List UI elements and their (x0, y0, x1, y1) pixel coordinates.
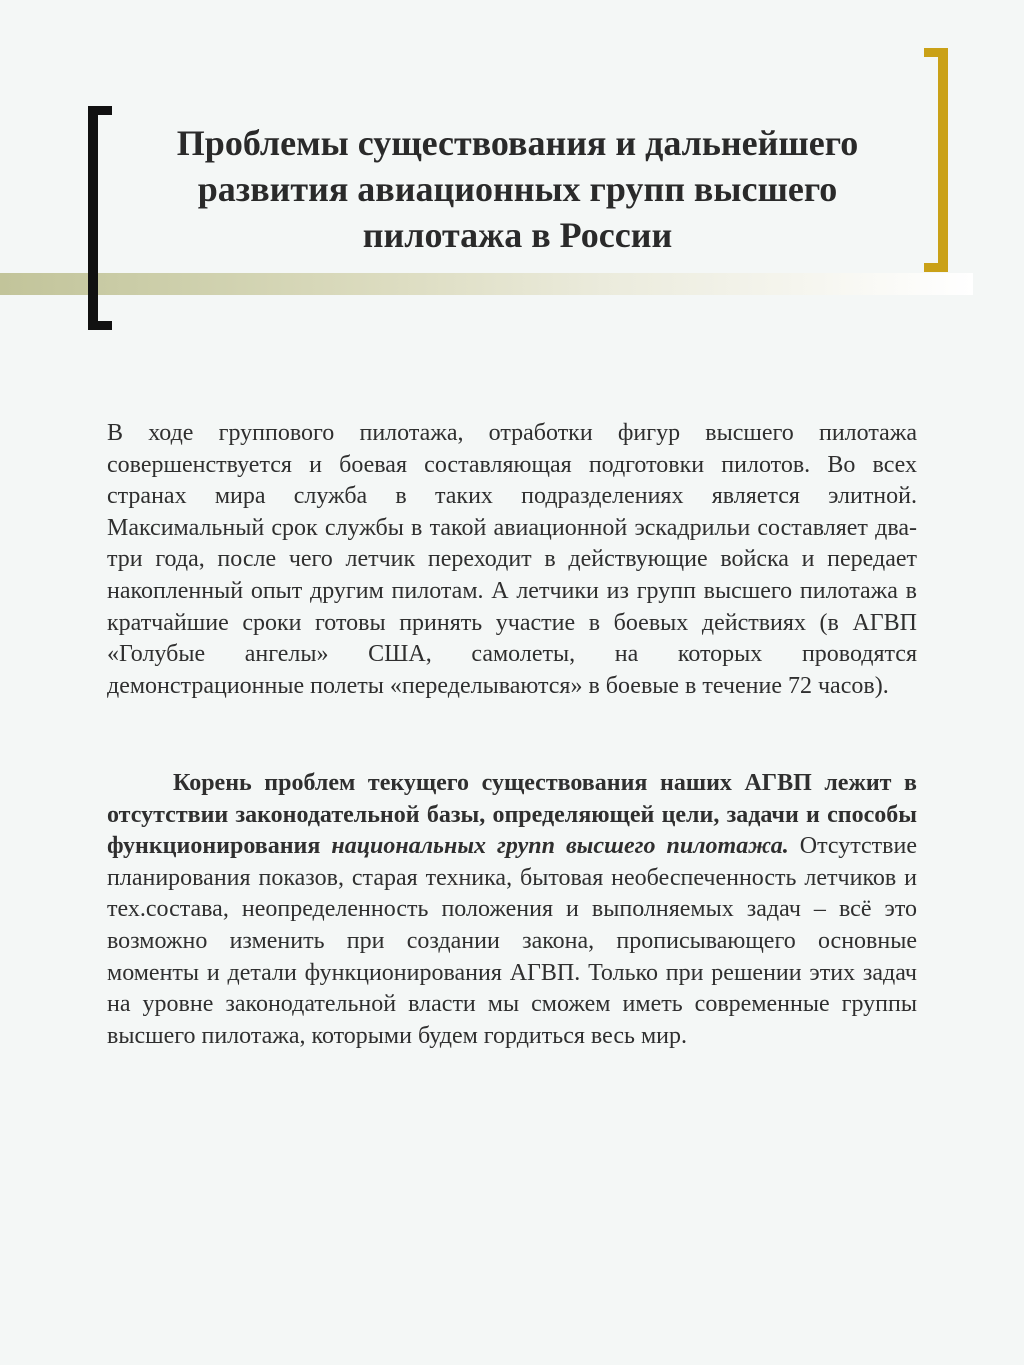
right-bracket-bottom-arm (924, 263, 948, 272)
decorative-gradient-band (0, 273, 973, 295)
paragraph-2-regular-text: Отсутствие планирования показов, старая техника, бытовая необеспеченность летчиков и тех.состава, неопределенность положения и выполняемых задач – всё это возможно изменить при создании закона, прописывающего основные моменты и детали функционирования АГВП. Только при решении этих задач на уровне законодательной власти мы сможем иметь современные группы высшего пилотажа, которыми будем гордиться весь мир. (107, 833, 917, 1049)
right-bracket-vertical (938, 48, 948, 272)
body-paragraph-2 (107, 768, 917, 1052)
body-paragraph-1: В ходе группового пилотажа, отработки фигур высшего пилотажа совершенствуется и боевая составляющая подготовки пилотов. Во всех странах мира служба в таких подразделениях является элитной. Максимальный срок службы в такой авиационной эскадрильи составляет два-три года, после чего летчик переходит в действующие войска и передает накопленный опыт другим пилотам. А летчики из групп высшего пилотажа в кратчайшие сроки готовы принять участие в боевых действиях (в АГВП «Голубые ангелы» США, самолеты, на которых проводятся демонстрационные полеты «переделываются» в боевые в течение 72 часов). (107, 420, 917, 699)
slide-title: Проблемы существования и дальнейшего развития авиационных групп высшего пилотажа в России (176, 123, 859, 255)
left-bracket-top-arm (88, 106, 112, 115)
right-bracket-decoration (924, 48, 948, 272)
right-bracket-top-arm (924, 48, 948, 57)
left-bracket-vertical (88, 106, 98, 330)
left-bracket-bottom-arm (88, 321, 112, 330)
left-bracket-decoration (88, 106, 112, 330)
paragraph-2-bold-text: Корень проблем текущего существования наших АГВП лежит в отсутствии законодательной базы, определяющей цели, задачи и способы функционирования (107, 770, 917, 860)
paragraph-2-bold-italic-text: национальных групп высшего пилотажа. (331, 833, 789, 860)
